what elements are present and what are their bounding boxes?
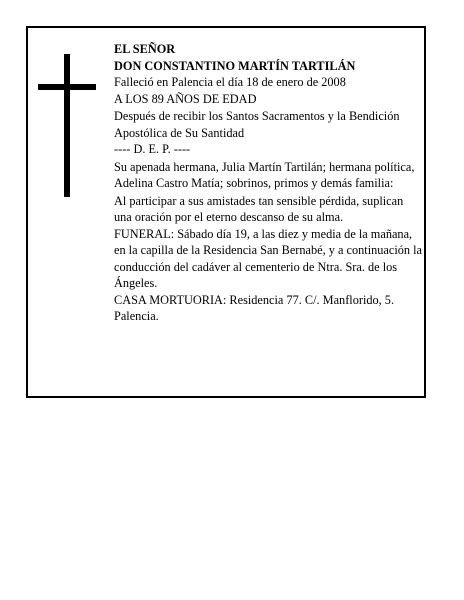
funeral-paragraph: FUNERAL: Sábado día 19, a las diez y media de la mañana, en la capilla de la Residencia San Bernabé, y a continuación la conducción del cadáver al cementerio de Ntra. Sra. de los Ángeles. — [114, 226, 422, 290]
death-date-line: Falleció en Palencia el día 18 de enero de 2008 — [114, 75, 346, 89]
age-line: A LOS 89 AÑOS DE EDAD — [114, 91, 257, 106]
sacraments-paragraph: Después de recibir los Santos Sacramentos y la Bendición Apostólica de Su Santidad — [114, 109, 400, 140]
notice-heading-title: EL SEÑOR — [114, 42, 176, 56]
obituary-notice — [26, 26, 426, 398]
mortuary-paragraph: CASA MORTUORIA: Residencia 77. C/. Manflorido, 5. Palencia. — [114, 292, 395, 323]
family-paragraph: Su apenada hermana, Julia Martín Tartilán; hermana política, Adelina Castro Matía; sobrinos, primos y demás familia: — [114, 159, 415, 190]
prayer-request-paragraph: Al participar a sus amistades tan sensible pérdida, suplican una oración por el eterno descanso de su alma. — [114, 193, 404, 224]
cross-vertical-bar — [64, 54, 70, 197]
rip-line: ---- D. E. P. ---- — [114, 142, 191, 156]
deceased-name: DON CONSTANTINO MARTÍN TARTILÁN — [114, 58, 356, 73]
cross-horizontal-bar — [38, 84, 96, 90]
notice-text — [114, 41, 424, 325]
cross-icon — [28, 28, 108, 228]
